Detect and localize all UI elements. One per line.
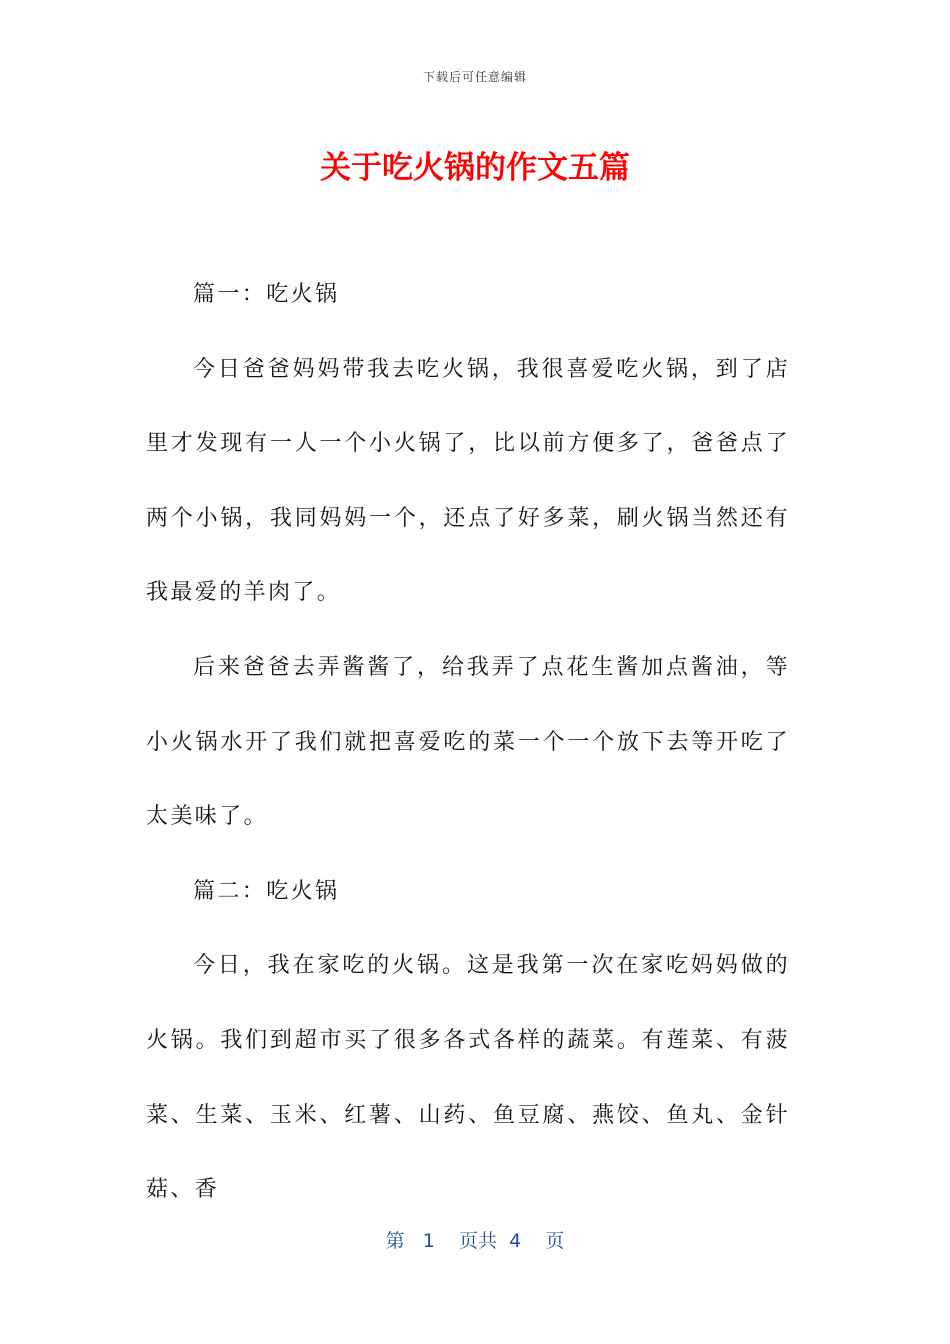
section-heading-1: 篇一：吃火锅: [193, 282, 340, 307]
current-page-number: 1: [422, 1230, 435, 1252]
section-heading-2: 篇二：吃火锅: [193, 878, 340, 904]
paragraph-3: 今日，我在家吃的火锅。这是我第一次在家吃妈妈做的火锅。我们到超市买了很多各式各样的蔬菜。有莲菜、有菠菜、生菜、玉米、红薯、山药、鱼豆腐、燕饺、鱼丸、金针菇、香: [146, 953, 790, 1203]
document-title: 关于吃火锅的作文五篇: [320, 150, 630, 186]
paragraph-1: 今日爸爸妈妈带我去吃火锅，我很喜爱吃火锅，到了店里才发现有一人一个小火锅了，比以前方便多了，爸爸点了两个小锅，我同妈妈一个，还点了好多菜，刷火锅当然还有我最爱的羊肉了。: [146, 356, 790, 606]
footer-suffix: 页: [545, 1230, 565, 1252]
total-pages-number: 4: [509, 1230, 522, 1252]
paragraph-2: 后来爸爸去弄酱酱了，给我弄了点花生酱加点酱油，等小火锅水开了我们就把喜爱吃的菜一个一个放下去等开吃了太美味了。: [146, 654, 790, 830]
page-footer: [0, 1226, 950, 1253]
footer-middle: 页共: [459, 1230, 498, 1252]
header-note: 下载后可任意编辑: [422, 70, 527, 84]
document-body: [146, 258, 790, 1228]
footer-prefix: 第: [385, 1230, 405, 1252]
